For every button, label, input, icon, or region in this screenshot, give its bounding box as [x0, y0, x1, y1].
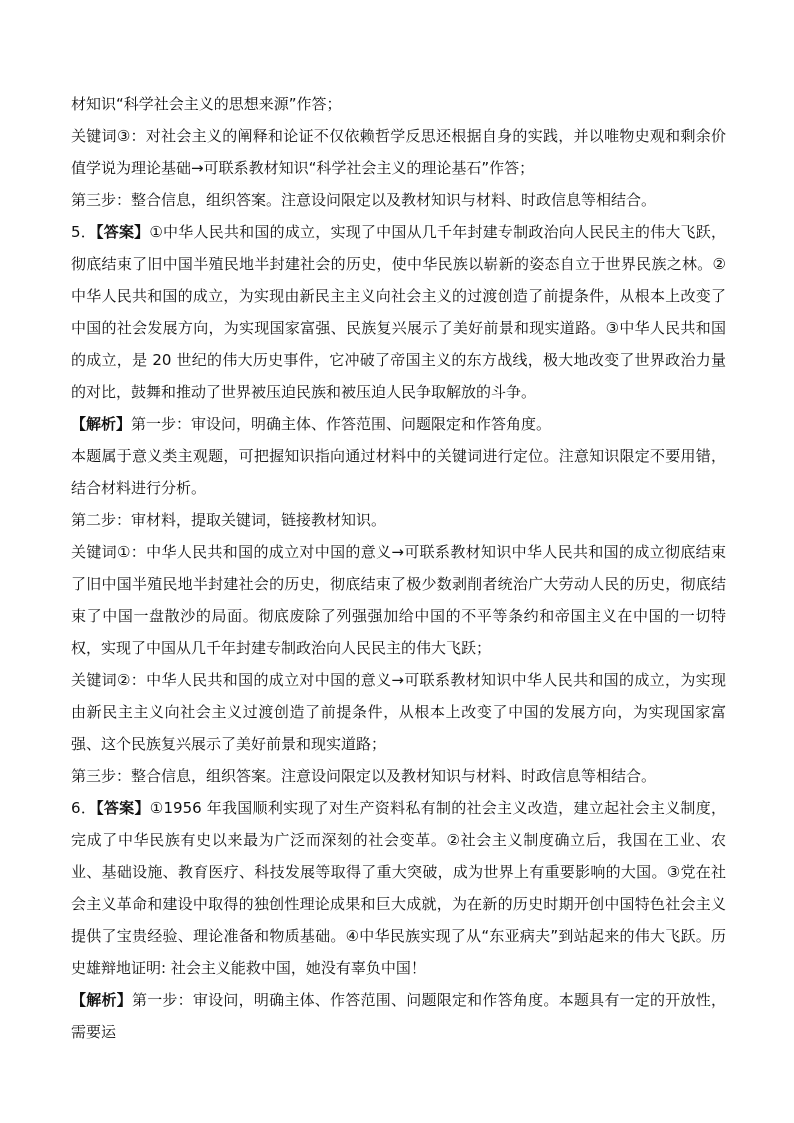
question-number: 5．	[71, 223, 96, 241]
question-6-answer	[71, 792, 726, 984]
question-5-answer	[71, 216, 726, 408]
document-page	[71, 88, 726, 1048]
question-5-analysis	[71, 408, 726, 440]
paragraph: 第三步：整合信息，组织答案。注意设问限定以及教材知识与材料、时政信息等相结合。	[71, 767, 657, 785]
paragraph: 关键词①：中华人民共和国的成立对中国的意义→可联系教材知识中华人民共和国的成立彻底结束了旧中国半殖民地半封建社会的历史，彻底结束了极少数剥削者统治广大劳动人民的历史，彻底结束了中国一盘散沙的局面。彻底废除了列强强加给中国的不平等条约和帝国主义在中国的一切特权，实现了中国从几千年封建专制政治向人民民主的伟大飞跃；	[71, 543, 726, 657]
answer-text: ①1956 年我国顺利实现了对生产资料私有制的社会主义改造，建立起社会主义制度，完成了中华民族有史以来最为广泛而深刻的社会变革。②社会主义制度确立后，我国在工业、农业、基础设施、教育医疗、科技发展等取得了重大突破，成为世界上有重要影响的大国。③党在社会主义革命和建设中取得的独创性理论成果和巨大成就，为在新的历史时期开创中国特色社会主义提供了宝贵经验、理论准备和物质基础。④中华民族实现了从“东亚病夫”到站起来的伟大飞跃。历史雄辩地证明: 社会主义能救中国，她没有辜负中国！	[71, 799, 726, 977]
analysis-text: 第一步：审设问，明确主体、作答范围、问题限定和作答角度。本题具有一定的开放性，需要运	[71, 991, 726, 1041]
paragraph: 第二步：审材料，提取关键词，链接教材知识。	[71, 511, 387, 529]
answer-tag: 【答案】	[96, 223, 150, 241]
paragraph: 第三步：整合信息，组织答案。注意设问限定以及教材知识与材料、时政信息等相结合。	[71, 191, 657, 209]
paragraph: 材知识“科学社会主义的思想来源”作答；	[71, 95, 342, 113]
analysis-text: 第一步：审设问，明确主体、作答范围、问题限定和作答角度。	[131, 415, 552, 433]
paragraph: 本题属于意义类主观题，可把握知识指向通过材料中的关键词进行定位。注意知识限定不要用错，结合材料进行分析。	[71, 447, 726, 497]
paragraph: 关键词③：对社会主义的阐释和论证不仅依赖哲学反思还根据自身的实践，并以唯物史观和剩余价值学说为理论基础→可联系教材知识“科学社会主义的理论基石”作答；	[71, 127, 726, 177]
analysis-tag: 【解析】	[71, 415, 132, 433]
paragraph: 关键词②：中华人民共和国的成立对中国的意义→可联系教材知识中华人民共和国的成立，为实现由新民主主义向社会主义过渡创造了前提条件，从根本上改变了中国的发展方向，为实现国家富强、这个民族复兴展示了美好前景和现实道路；	[71, 671, 726, 753]
answer-text: ①中华人民共和国的成立，实现了中国从几千年封建专制政治向人民民主的伟大飞跃，彻底结束了旧中国半殖民地半封建社会的历史，使中华民族以崭新的姿态自立于世界民族之林。②中华人民共和国的成立，为实现由新民主主义向社会主义的过渡创造了前提条件，从根本上改变了中国的社会发展方向，为实现国家富强、民族复兴展示了美好前景和现实道路。③中华人民共和国的成立，是 20 世纪的伟大历史事件，它冲破了帝国主义的东方战线，极大地改变了世界政治力量的对比，鼓舞和推动了世界被压迫民族和被压迫人民争取解放的斗争。	[71, 223, 727, 401]
answer-tag: 【答案】	[96, 799, 150, 817]
analysis-tag: 【解析】	[71, 991, 132, 1009]
question-number: 6．	[71, 799, 97, 817]
question-6-analysis	[71, 984, 726, 1048]
